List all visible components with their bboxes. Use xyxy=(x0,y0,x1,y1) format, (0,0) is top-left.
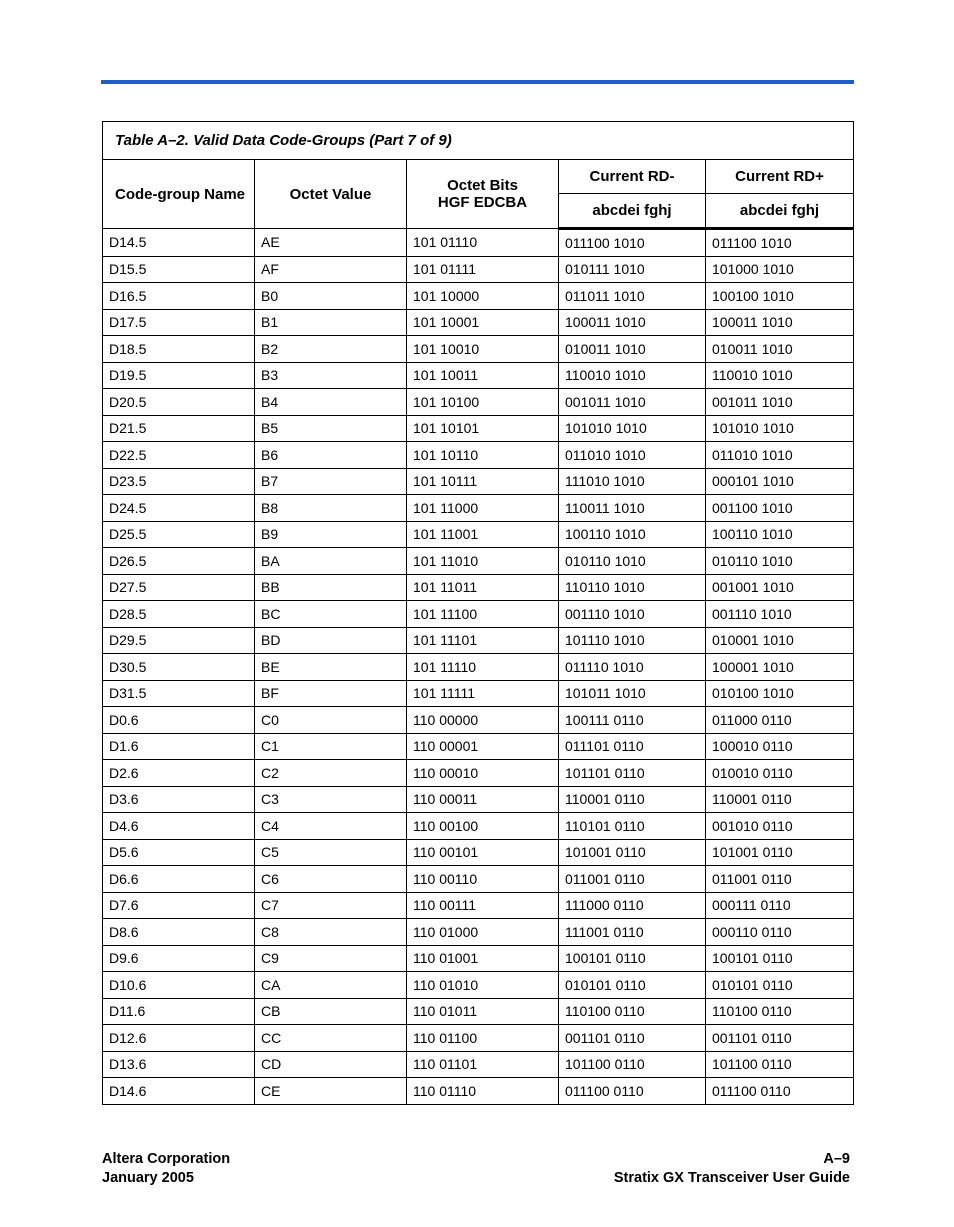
table-row xyxy=(103,442,854,469)
cell-rd-minus: 011100 1010 xyxy=(559,229,706,257)
cell-code-group-name: D17.5 xyxy=(103,309,255,336)
cell-octet-bits: 110 00110 xyxy=(407,866,559,893)
cell-rd-plus: 110001 0110 xyxy=(706,786,854,813)
cell-code-group-name: D31.5 xyxy=(103,680,255,707)
cell-code-group-name: D1.6 xyxy=(103,733,255,760)
table-row xyxy=(103,654,854,681)
cell-rd-plus: 100011 1010 xyxy=(706,309,854,336)
header-octet-bits-line2: HGF EDCBA xyxy=(437,194,528,211)
cell-octet-value: B2 xyxy=(255,336,407,363)
table-row xyxy=(103,362,854,389)
table-body xyxy=(103,229,854,1105)
cell-rd-minus: 010110 1010 xyxy=(559,548,706,575)
cell-octet-bits: 101 11001 xyxy=(407,521,559,548)
cell-rd-minus: 101101 0110 xyxy=(559,760,706,787)
cell-octet-bits: 101 10100 xyxy=(407,389,559,416)
table-row xyxy=(103,336,854,363)
cell-octet-value: C1 xyxy=(255,733,407,760)
table-row xyxy=(103,972,854,999)
cell-code-group-name: D0.6 xyxy=(103,707,255,734)
cell-rd-minus: 101110 1010 xyxy=(559,627,706,654)
cell-rd-minus: 110001 0110 xyxy=(559,786,706,813)
table-row xyxy=(103,574,854,601)
cell-rd-minus: 010011 1010 xyxy=(559,336,706,363)
cell-octet-bits: 110 00101 xyxy=(407,839,559,866)
cell-octet-bits: 101 10111 xyxy=(407,468,559,495)
cell-rd-plus: 010110 1010 xyxy=(706,548,854,575)
cell-code-group-name: D29.5 xyxy=(103,627,255,654)
cell-octet-bits: 101 10010 xyxy=(407,336,559,363)
cell-code-group-name: D27.5 xyxy=(103,574,255,601)
cell-rd-plus: 110010 1010 xyxy=(706,362,854,389)
cell-rd-plus: 101001 0110 xyxy=(706,839,854,866)
cell-octet-bits: 110 00100 xyxy=(407,813,559,840)
table-row xyxy=(103,1025,854,1052)
cell-rd-minus: 010111 1010 xyxy=(559,256,706,283)
header-current-rd-minus: Current RD- xyxy=(559,160,706,194)
cell-rd-plus: 001100 1010 xyxy=(706,495,854,522)
cell-code-group-name: D14.6 xyxy=(103,1078,255,1105)
cell-rd-plus: 101100 0110 xyxy=(706,1051,854,1078)
cell-rd-plus: 101010 1010 xyxy=(706,415,854,442)
cell-rd-minus: 011110 1010 xyxy=(559,654,706,681)
cell-rd-plus: 001011 1010 xyxy=(706,389,854,416)
cell-octet-value: CE xyxy=(255,1078,407,1105)
cell-octet-bits: 101 11010 xyxy=(407,548,559,575)
cell-rd-plus: 100101 0110 xyxy=(706,945,854,972)
cell-octet-bits: 101 11110 xyxy=(407,654,559,681)
cell-rd-minus: 101001 0110 xyxy=(559,839,706,866)
table-row xyxy=(103,1051,854,1078)
cell-code-group-name: D12.6 xyxy=(103,1025,255,1052)
cell-rd-plus: 101000 1010 xyxy=(706,256,854,283)
cell-octet-value: B1 xyxy=(255,309,407,336)
cell-octet-value: BB xyxy=(255,574,407,601)
footer-right xyxy=(614,1150,850,1188)
cell-octet-bits: 110 00010 xyxy=(407,760,559,787)
cell-octet-value: B3 xyxy=(255,362,407,389)
cell-octet-bits: 101 11011 xyxy=(407,574,559,601)
footer-date: January 2005 xyxy=(102,1170,194,1186)
cell-rd-plus: 110100 0110 xyxy=(706,998,854,1025)
table-row xyxy=(103,521,854,548)
table-row xyxy=(103,919,854,946)
table-row xyxy=(103,229,854,257)
cell-rd-plus: 011001 0110 xyxy=(706,866,854,893)
subheader-rd-minus: abcdei fghj xyxy=(559,194,706,229)
cell-octet-value: B7 xyxy=(255,468,407,495)
cell-octet-value: B5 xyxy=(255,415,407,442)
table-row xyxy=(103,389,854,416)
table-row xyxy=(103,760,854,787)
cell-octet-bits: 110 01011 xyxy=(407,998,559,1025)
cell-code-group-name: D14.5 xyxy=(103,229,255,257)
cell-code-group-name: D4.6 xyxy=(103,813,255,840)
cell-octet-value: C7 xyxy=(255,892,407,919)
cell-octet-bits: 101 10000 xyxy=(407,283,559,310)
cell-code-group-name: D6.6 xyxy=(103,866,255,893)
cell-octet-bits: 101 10001 xyxy=(407,309,559,336)
cell-octet-value: CA xyxy=(255,972,407,999)
cell-octet-bits: 101 01110 xyxy=(407,229,559,257)
cell-rd-minus: 011100 0110 xyxy=(559,1078,706,1105)
table-row xyxy=(103,839,854,866)
footer-company: Altera Corporation xyxy=(102,1151,231,1167)
table-row xyxy=(103,786,854,813)
cell-rd-plus: 001010 0110 xyxy=(706,813,854,840)
cell-rd-minus: 101011 1010 xyxy=(559,680,706,707)
cell-rd-minus: 001101 0110 xyxy=(559,1025,706,1052)
cell-rd-plus: 100010 0110 xyxy=(706,733,854,760)
cell-code-group-name: D18.5 xyxy=(103,336,255,363)
cell-code-group-name: D24.5 xyxy=(103,495,255,522)
cell-octet-bits: 110 00001 xyxy=(407,733,559,760)
cell-code-group-name: D2.6 xyxy=(103,760,255,787)
table-row xyxy=(103,892,854,919)
table-caption: Table A–2. Valid Data Code-Groups (Part 7 of 9) xyxy=(103,122,854,160)
cell-rd-minus: 100110 1010 xyxy=(559,521,706,548)
footer-guide-title: Stratix GX Transceiver User Guide xyxy=(613,1170,850,1186)
cell-octet-bits: 101 11100 xyxy=(407,601,559,628)
cell-octet-bits: 101 10011 xyxy=(407,362,559,389)
cell-rd-minus: 100101 0110 xyxy=(559,945,706,972)
cell-code-group-name: D8.6 xyxy=(103,919,255,946)
table-row xyxy=(103,627,854,654)
cell-code-group-name: D28.5 xyxy=(103,601,255,628)
cell-code-group-name: D13.6 xyxy=(103,1051,255,1078)
cell-rd-minus: 100111 0110 xyxy=(559,707,706,734)
cell-octet-value: BE xyxy=(255,654,407,681)
cell-octet-value: C0 xyxy=(255,707,407,734)
table-row xyxy=(103,945,854,972)
cell-rd-plus: 010101 0110 xyxy=(706,972,854,999)
header-code-group-name: Code-group Name xyxy=(103,160,255,229)
cell-code-group-name: D15.5 xyxy=(103,256,255,283)
footer-page-number: A–9 xyxy=(823,1151,850,1167)
cell-octet-value: CB xyxy=(255,998,407,1025)
cell-rd-minus: 110110 1010 xyxy=(559,574,706,601)
cell-rd-minus: 110010 1010 xyxy=(559,362,706,389)
code-groups-table xyxy=(102,121,854,1105)
cell-octet-bits: 110 00000 xyxy=(407,707,559,734)
cell-code-group-name: D30.5 xyxy=(103,654,255,681)
cell-octet-value: CC xyxy=(255,1025,407,1052)
cell-octet-value: C2 xyxy=(255,760,407,787)
cell-rd-plus: 010100 1010 xyxy=(706,680,854,707)
table-row xyxy=(103,415,854,442)
cell-code-group-name: D25.5 xyxy=(103,521,255,548)
cell-octet-bits: 110 01110 xyxy=(407,1078,559,1105)
cell-octet-value: AF xyxy=(255,256,407,283)
cell-rd-minus: 011001 0110 xyxy=(559,866,706,893)
subheader-rd-plus: abcdei fghj xyxy=(706,194,854,229)
footer-left xyxy=(102,1150,230,1188)
cell-rd-plus: 000101 1010 xyxy=(706,468,854,495)
table-row xyxy=(103,1078,854,1105)
cell-rd-plus: 011000 0110 xyxy=(706,707,854,734)
cell-octet-bits: 110 01101 xyxy=(407,1051,559,1078)
cell-code-group-name: D20.5 xyxy=(103,389,255,416)
cell-rd-plus: 010010 0110 xyxy=(706,760,854,787)
cell-octet-value: BA xyxy=(255,548,407,575)
cell-octet-bits: 110 00011 xyxy=(407,786,559,813)
cell-rd-minus: 110011 1010 xyxy=(559,495,706,522)
cell-rd-plus: 011100 0110 xyxy=(706,1078,854,1105)
cell-rd-plus: 100100 1010 xyxy=(706,283,854,310)
cell-octet-bits: 110 01001 xyxy=(407,945,559,972)
cell-octet-value: C6 xyxy=(255,866,407,893)
cell-rd-minus: 011010 1010 xyxy=(559,442,706,469)
cell-code-group-name: D5.6 xyxy=(103,839,255,866)
cell-octet-bits: 110 01010 xyxy=(407,972,559,999)
cell-code-group-name: D16.5 xyxy=(103,283,255,310)
cell-code-group-name: D3.6 xyxy=(103,786,255,813)
cell-rd-minus: 110100 0110 xyxy=(559,998,706,1025)
cell-code-group-name: D7.6 xyxy=(103,892,255,919)
cell-code-group-name: D10.6 xyxy=(103,972,255,999)
cell-rd-minus: 110101 0110 xyxy=(559,813,706,840)
header-octet-bits xyxy=(407,160,559,229)
cell-octet-value: BC xyxy=(255,601,407,628)
cell-rd-plus: 000111 0110 xyxy=(706,892,854,919)
cell-rd-plus: 000110 0110 xyxy=(706,919,854,946)
cell-rd-minus: 011011 1010 xyxy=(559,283,706,310)
cell-rd-minus: 111001 0110 xyxy=(559,919,706,946)
table-row xyxy=(103,256,854,283)
cell-octet-value: B9 xyxy=(255,521,407,548)
cell-rd-plus: 011100 1010 xyxy=(706,229,854,257)
cell-rd-minus: 111000 0110 xyxy=(559,892,706,919)
cell-rd-plus: 011010 1010 xyxy=(706,442,854,469)
cell-octet-value: AE xyxy=(255,229,407,257)
cell-octet-bits: 101 01111 xyxy=(407,256,559,283)
cell-octet-bits: 110 01100 xyxy=(407,1025,559,1052)
header-rule xyxy=(101,80,854,84)
table-row xyxy=(103,548,854,575)
cell-octet-value: C8 xyxy=(255,919,407,946)
cell-rd-plus: 100110 1010 xyxy=(706,521,854,548)
cell-octet-bits: 101 11111 xyxy=(407,680,559,707)
cell-code-group-name: D19.5 xyxy=(103,362,255,389)
cell-octet-value: C5 xyxy=(255,839,407,866)
cell-octet-bits: 101 10101 xyxy=(407,415,559,442)
cell-octet-value: CD xyxy=(255,1051,407,1078)
cell-octet-bits: 101 11000 xyxy=(407,495,559,522)
cell-octet-bits: 110 00111 xyxy=(407,892,559,919)
table-row xyxy=(103,998,854,1025)
cell-rd-minus: 001110 1010 xyxy=(559,601,706,628)
cell-rd-plus: 001110 1010 xyxy=(706,601,854,628)
table-row xyxy=(103,283,854,310)
table-row xyxy=(103,866,854,893)
cell-octet-value: BD xyxy=(255,627,407,654)
cell-code-group-name: D26.5 xyxy=(103,548,255,575)
cell-octet-bits: 101 10110 xyxy=(407,442,559,469)
cell-octet-bits: 110 01000 xyxy=(407,919,559,946)
cell-rd-minus: 111010 1010 xyxy=(559,468,706,495)
cell-octet-value: B6 xyxy=(255,442,407,469)
cell-code-group-name: D11.6 xyxy=(103,998,255,1025)
cell-rd-minus: 011101 0110 xyxy=(559,733,706,760)
table-row xyxy=(103,495,854,522)
cell-octet-value: C9 xyxy=(255,945,407,972)
cell-octet-value: B8 xyxy=(255,495,407,522)
cell-code-group-name: D23.5 xyxy=(103,468,255,495)
cell-rd-minus: 001011 1010 xyxy=(559,389,706,416)
cell-rd-plus: 100001 1010 xyxy=(706,654,854,681)
cell-octet-value: C3 xyxy=(255,786,407,813)
cell-rd-plus: 010011 1010 xyxy=(706,336,854,363)
cell-code-group-name: D9.6 xyxy=(103,945,255,972)
cell-rd-plus: 010001 1010 xyxy=(706,627,854,654)
cell-rd-plus: 001001 1010 xyxy=(706,574,854,601)
cell-code-group-name: D22.5 xyxy=(103,442,255,469)
header-octet-bits-line1: Octet Bits xyxy=(447,177,518,194)
cell-octet-value: BF xyxy=(255,680,407,707)
table-row xyxy=(103,680,854,707)
table-row xyxy=(103,707,854,734)
header-octet-value: Octet Value xyxy=(255,160,407,229)
cell-rd-minus: 100011 1010 xyxy=(559,309,706,336)
cell-octet-value: B0 xyxy=(255,283,407,310)
table-row xyxy=(103,733,854,760)
cell-rd-minus: 101010 1010 xyxy=(559,415,706,442)
cell-octet-value: C4 xyxy=(255,813,407,840)
table-row xyxy=(103,601,854,628)
header-current-rd-plus: Current RD+ xyxy=(706,160,854,194)
cell-rd-plus: 001101 0110 xyxy=(706,1025,854,1052)
cell-code-group-name: D21.5 xyxy=(103,415,255,442)
table-row xyxy=(103,468,854,495)
table-row xyxy=(103,813,854,840)
table-row xyxy=(103,309,854,336)
cell-rd-minus: 010101 0110 xyxy=(559,972,706,999)
cell-octet-value: B4 xyxy=(255,389,407,416)
cell-octet-bits: 101 11101 xyxy=(407,627,559,654)
cell-rd-minus: 101100 0110 xyxy=(559,1051,706,1078)
